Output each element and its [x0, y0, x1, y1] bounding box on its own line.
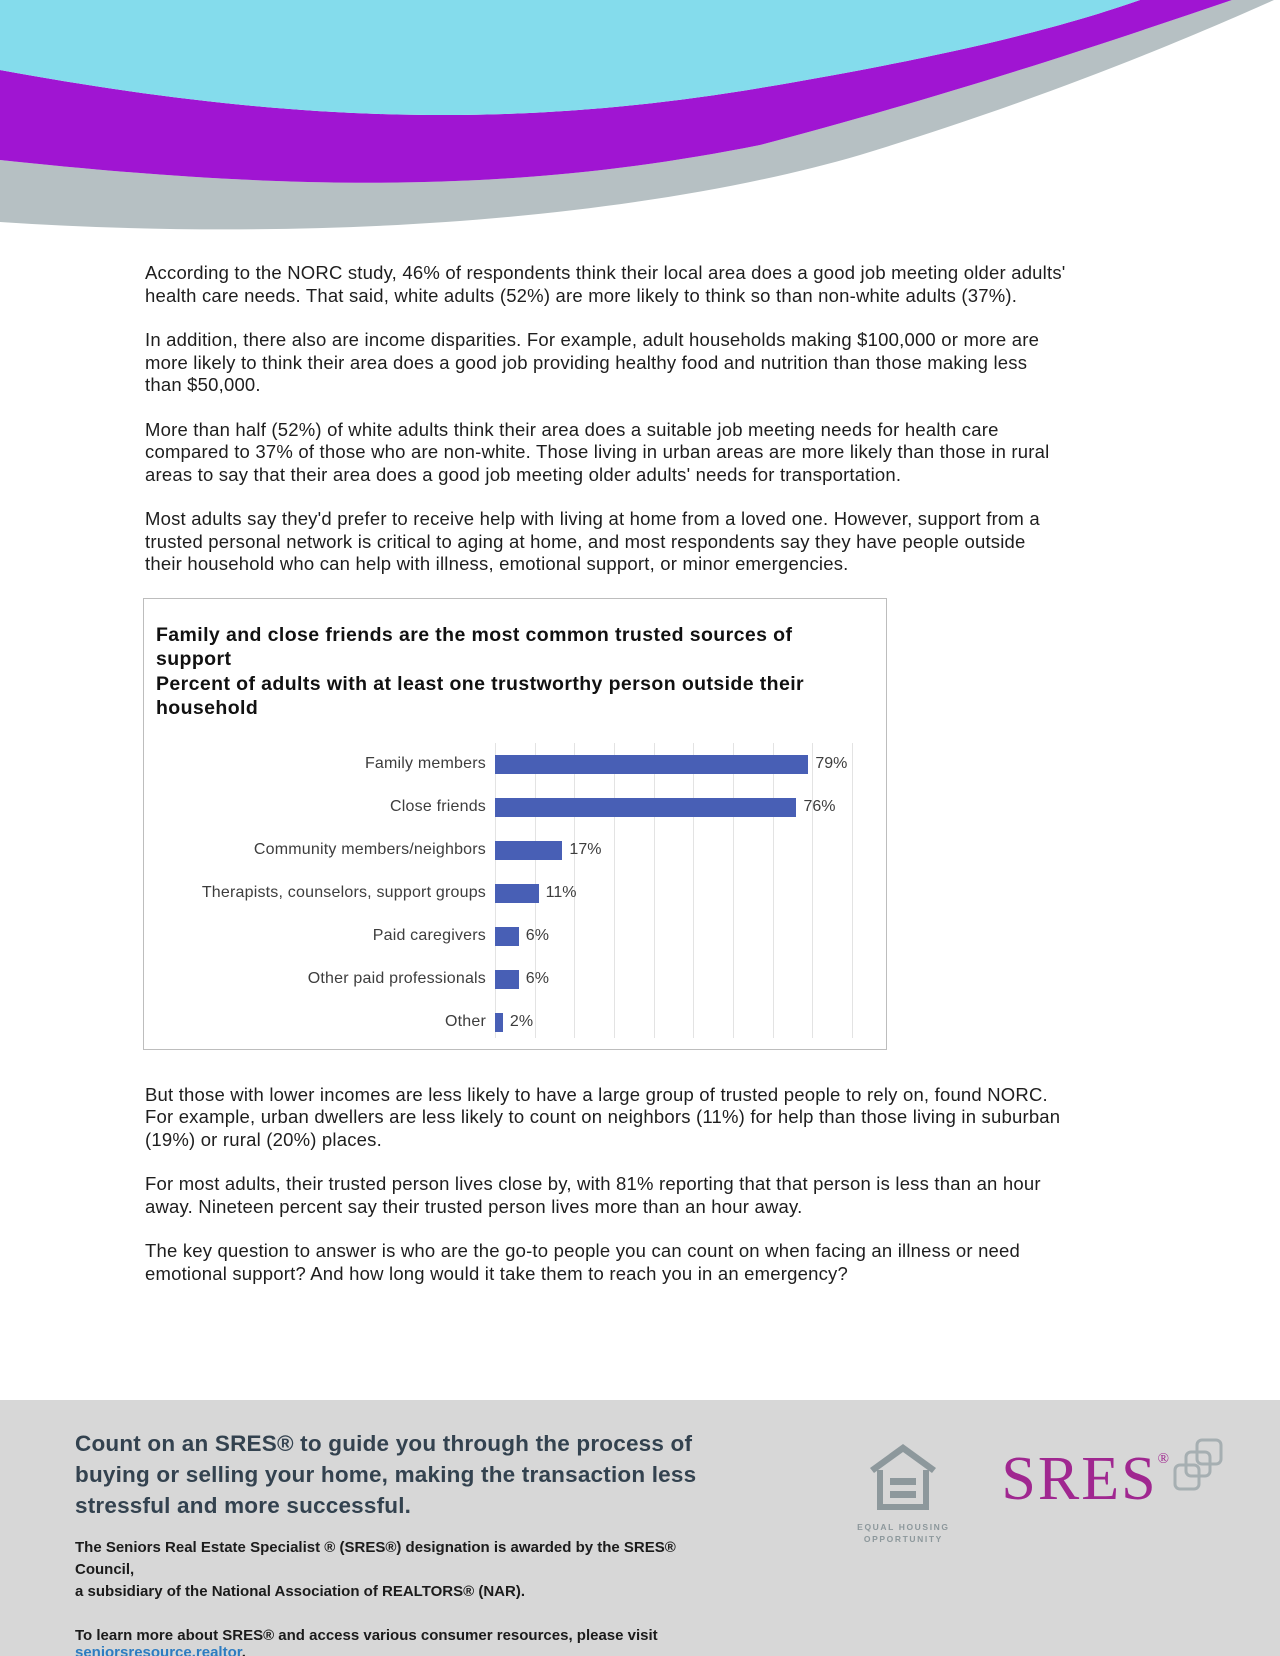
bar-zone [495, 798, 852, 817]
bar-value-label: 79% [815, 755, 848, 772]
body-paragraph: According to the NORC study, 46% of respondents think their local area does a good job meeting older adults' health care needs. That said, white adults (52%) are more likely to think so than non-white adults (37%). [145, 262, 1066, 306]
chart-row [156, 872, 870, 915]
bar-zone [495, 884, 852, 903]
chart-rows [156, 743, 870, 1044]
bar-zone [495, 1013, 852, 1032]
bar-category-label: Paid caregivers [372, 927, 486, 944]
body-paragraph: Most adults say they'd prefer to receive help with living at home from a loved one. However, support from a trusted personal network is critical to aging at home, and most respondents say they have people outside their household who can help with illness, emotional support, or minor emergencies. [145, 508, 1040, 574]
sres-squares-icon [1173, 1438, 1225, 1494]
bar-value-label: 6% [525, 927, 549, 944]
body-paragraph: But those with lower incomes are less likely to have a large group of trusted people to rely on, found NORC. For example, urban dwellers are less likely to count on neighbors (11%) for help than those living in suburban (19%) or rural (20%) places. [145, 1083, 1061, 1150]
bar [495, 1013, 503, 1032]
chart-row [156, 1001, 870, 1044]
footer [0, 1400, 1280, 1656]
bar-value-label: 76% [803, 798, 836, 815]
bar-category-label: Therapists, counselors, support groups [201, 884, 486, 901]
chart-row [156, 786, 870, 829]
equal-housing-line1: EQUAL HOUSING [857, 1522, 950, 1532]
bar [495, 884, 539, 903]
chart-subtitle: Percent of adults with at least one trustworthy person outside their household [156, 672, 805, 719]
sres-wordmark: SRES [1001, 1445, 1158, 1513]
chart-plot [156, 743, 870, 1044]
footer-designation-line2: a subsidiary of the National Association of REALTORS® (NAR). [75, 1583, 525, 1600]
bar [495, 970, 519, 989]
bar [495, 927, 519, 946]
bar-zone [495, 755, 852, 774]
sres-logo [1001, 1445, 1225, 1513]
bar [495, 798, 796, 817]
footer-logos [853, 1428, 1225, 1656]
footer-cta-prefix: To learn more about SRES® and access various consumer resources, please visit [75, 1627, 658, 1644]
chart-row [156, 915, 870, 958]
equal-housing-line2: OPPORTUNITY [863, 1534, 943, 1544]
bar-zone [495, 927, 852, 946]
bar [495, 841, 562, 860]
bar [495, 755, 808, 774]
equal-housing-block [853, 1442, 953, 1545]
bar-value-label: 2% [509, 1013, 534, 1030]
body-paragraph: The key question to answer is who are the go-to people you can count on when facing an illness or need emotional support? And how long would it take them to reach you in an emergency? [145, 1240, 1021, 1284]
footer-text-block [75, 1428, 735, 1656]
bar-category-label: Close friends [390, 798, 486, 815]
footer-headline: Count on an SRES® to guide you through the process of buying or selling your home, making the transaction less stressful and more successful. [75, 1431, 697, 1518]
bar-zone [495, 841, 852, 860]
bar-value-label: 11% [545, 884, 577, 901]
seniorsresource-link[interactable]: seniorsresource.realtor [75, 1644, 242, 1656]
bar-value-label: 6% [525, 970, 549, 987]
chart-title: Family and close friends are the most common trusted sources of support [156, 623, 793, 670]
footer-designation-line1: The Seniors Real Estate Specialist ® (SRES®) designation is awarded by the SRES® Council, [75, 1539, 676, 1578]
trusted-support-chart [143, 598, 887, 1050]
bar-zone [495, 970, 852, 989]
body-paragraph: For most adults, their trusted person lives close by, with 81% reporting that that person is less than an hour away. Nineteen percent say their trusted person lives more than an hour away. [145, 1173, 1041, 1217]
equal-housing-caption [853, 1521, 953, 1545]
chart-row [156, 743, 870, 786]
header-wave-decoration [0, 0, 1280, 252]
chart-row [156, 958, 870, 1001]
body-paragraph: More than half (52%) of white adults think their area does a suitable job meeting needs for health care compared to 37% of those who are non-white. Those living in urban areas are more likely than those in rural areas to say that their area does a good job meeting older adults' needs for transportation. [145, 418, 1050, 485]
equal-housing-icon [866, 1442, 940, 1512]
chart-row [156, 829, 870, 872]
footer-inner [0, 1400, 1280, 1656]
bar-category-label: Other paid professionals [307, 970, 486, 987]
footer-cta [75, 1627, 735, 1656]
article-body [145, 262, 1067, 1307]
bar-category-label: Community members/neighbors [253, 841, 486, 858]
body-paragraph: In addition, there also are income disparities. For example, adult households making $100,000 or more are more likely to think their area does a good job providing healthy food and nutrition than those making less than $50,000. [145, 329, 1040, 395]
sres-registered-mark: ® [1157, 1451, 1169, 1467]
footer-cta-suffix: . [241, 1644, 246, 1656]
bar-category-label: Other [444, 1013, 486, 1030]
bar-category-label: Family members [364, 755, 486, 772]
bar-value-label: 17% [569, 841, 602, 858]
